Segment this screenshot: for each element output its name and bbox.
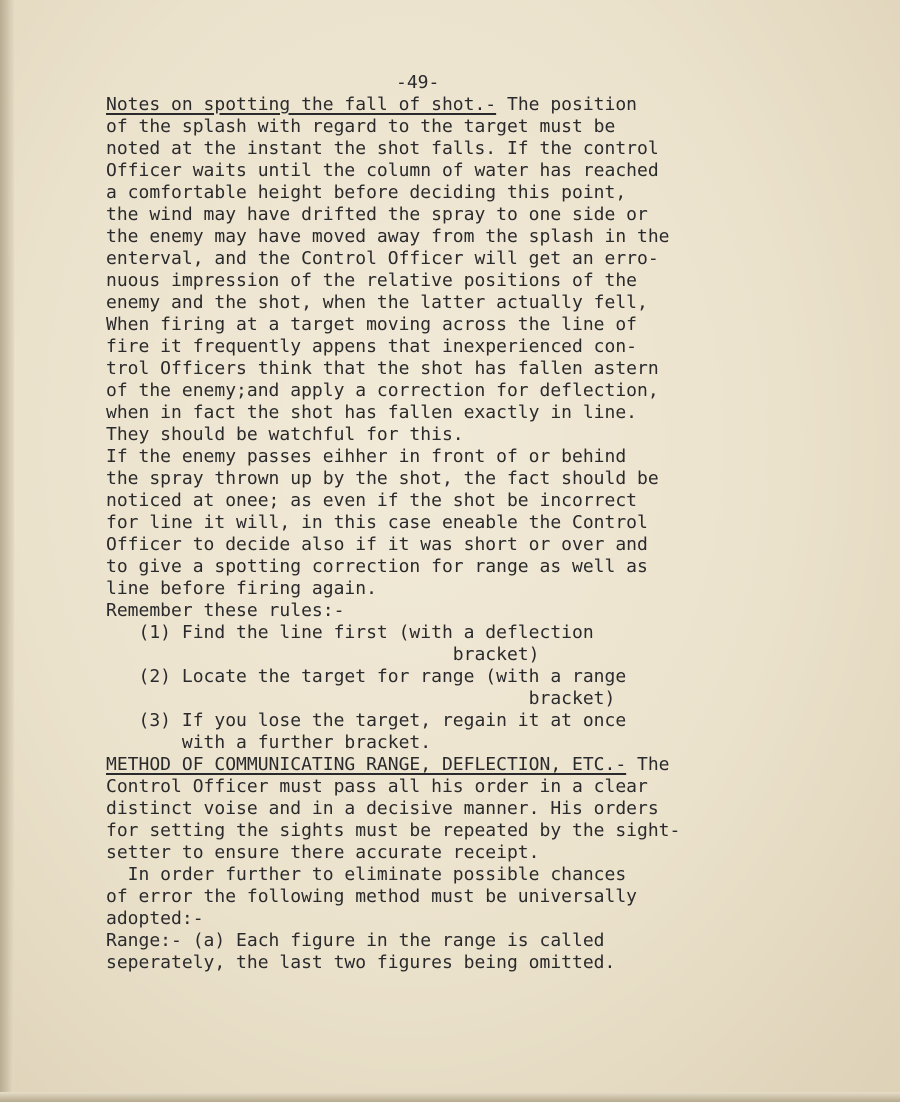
body-line: of the splash with regard to the target must be: [106, 116, 616, 137]
section-method-first-line: METHOD OF COMMUNICATING RANGE, DEFLECTION, ETC.- The: [106, 754, 670, 775]
body-line: the wind may have drifted the spray to one side or: [106, 204, 648, 225]
paper-edge-left: [0, 0, 14, 1102]
body-line: Remember these rules:-: [106, 600, 345, 621]
page-number: -49-: [396, 72, 440, 93]
body-line: enterval, and the Control Officer will get an erro-: [106, 248, 659, 269]
body-line: noticed at onee; as even if the shot be incorrect: [106, 490, 638, 511]
body-line: for setting the sights must be repeated by the sight-: [106, 820, 681, 841]
body-line: In order further to eliminate possible chances: [106, 864, 627, 885]
body-line: Control Officer must pass all his order in a clear: [106, 776, 648, 797]
body-line: a comfortable height before deciding this point,: [106, 182, 627, 203]
rule-line: with a further bracket.: [106, 732, 432, 753]
rule-line: (3) If you lose the target, regain it at once: [106, 710, 627, 731]
body-line: the enemy may have moved away from the splash in the: [106, 226, 670, 247]
body-line: the spray thrown up by the shot, the fact should be: [106, 468, 659, 489]
body-line: adopted:-: [106, 908, 204, 929]
body-line: for line it will, in this case eneable the Control: [106, 512, 648, 533]
body-line: They should be watchful for this.: [106, 424, 464, 445]
rule-line: (2) Locate the target for range (with a range: [106, 666, 627, 687]
body-line: Range:- (a) Each figure in the range is called: [106, 930, 605, 951]
body-line: when in fact the shot has fallen exactly in line.: [106, 402, 638, 423]
body-line: trol Officers think that the shot has fallen astern: [106, 358, 659, 379]
paper-edge-bottom: [0, 1092, 900, 1102]
body-line: line before firing again.: [106, 578, 377, 599]
section-heading-notes: Notes on spotting the fall of shot.-: [106, 94, 497, 115]
rule-line: (1) Find the line first (with a deflection: [106, 622, 594, 643]
body-line: noted at the instant the shot falls. If the control: [106, 138, 659, 159]
body-line: nuous impression of the relative positions of the: [106, 270, 638, 291]
rule-line: bracket): [106, 688, 616, 709]
section-heading-method: METHOD OF COMMUNICATING RANGE, DEFLECTION, ETC.-: [106, 754, 627, 775]
body-line: seperately, the last two figures being omitted.: [106, 952, 616, 973]
body-line: setter to ensure there accurate receipt.: [106, 842, 540, 863]
section-notes-first-line: Notes on spotting the fall of shot.- The position: [106, 94, 638, 115]
body-line: fire it frequently appens that inexperienced con-: [106, 336, 638, 357]
body-line: of error the following method must be universally: [106, 886, 638, 907]
body-line: enemy and the shot, when the latter actually fell,: [106, 292, 648, 313]
body-line: When firing at a target moving across the line of: [106, 314, 638, 335]
body-line: Officer waits until the column of water has reached: [106, 160, 659, 181]
body-line: distinct voise and in a decisive manner. His orders: [106, 798, 659, 819]
body-line: of the enemy;and apply a correction for deflection,: [106, 380, 659, 401]
rule-line: bracket): [106, 644, 540, 665]
typed-text-block: [106, 72, 806, 974]
body-line: Officer to decide also if it was short or over and: [106, 534, 648, 555]
body-line: to give a spotting correction for range as well as: [106, 556, 648, 577]
body-line: If the enemy passes eihher in front of or behind: [106, 446, 627, 467]
